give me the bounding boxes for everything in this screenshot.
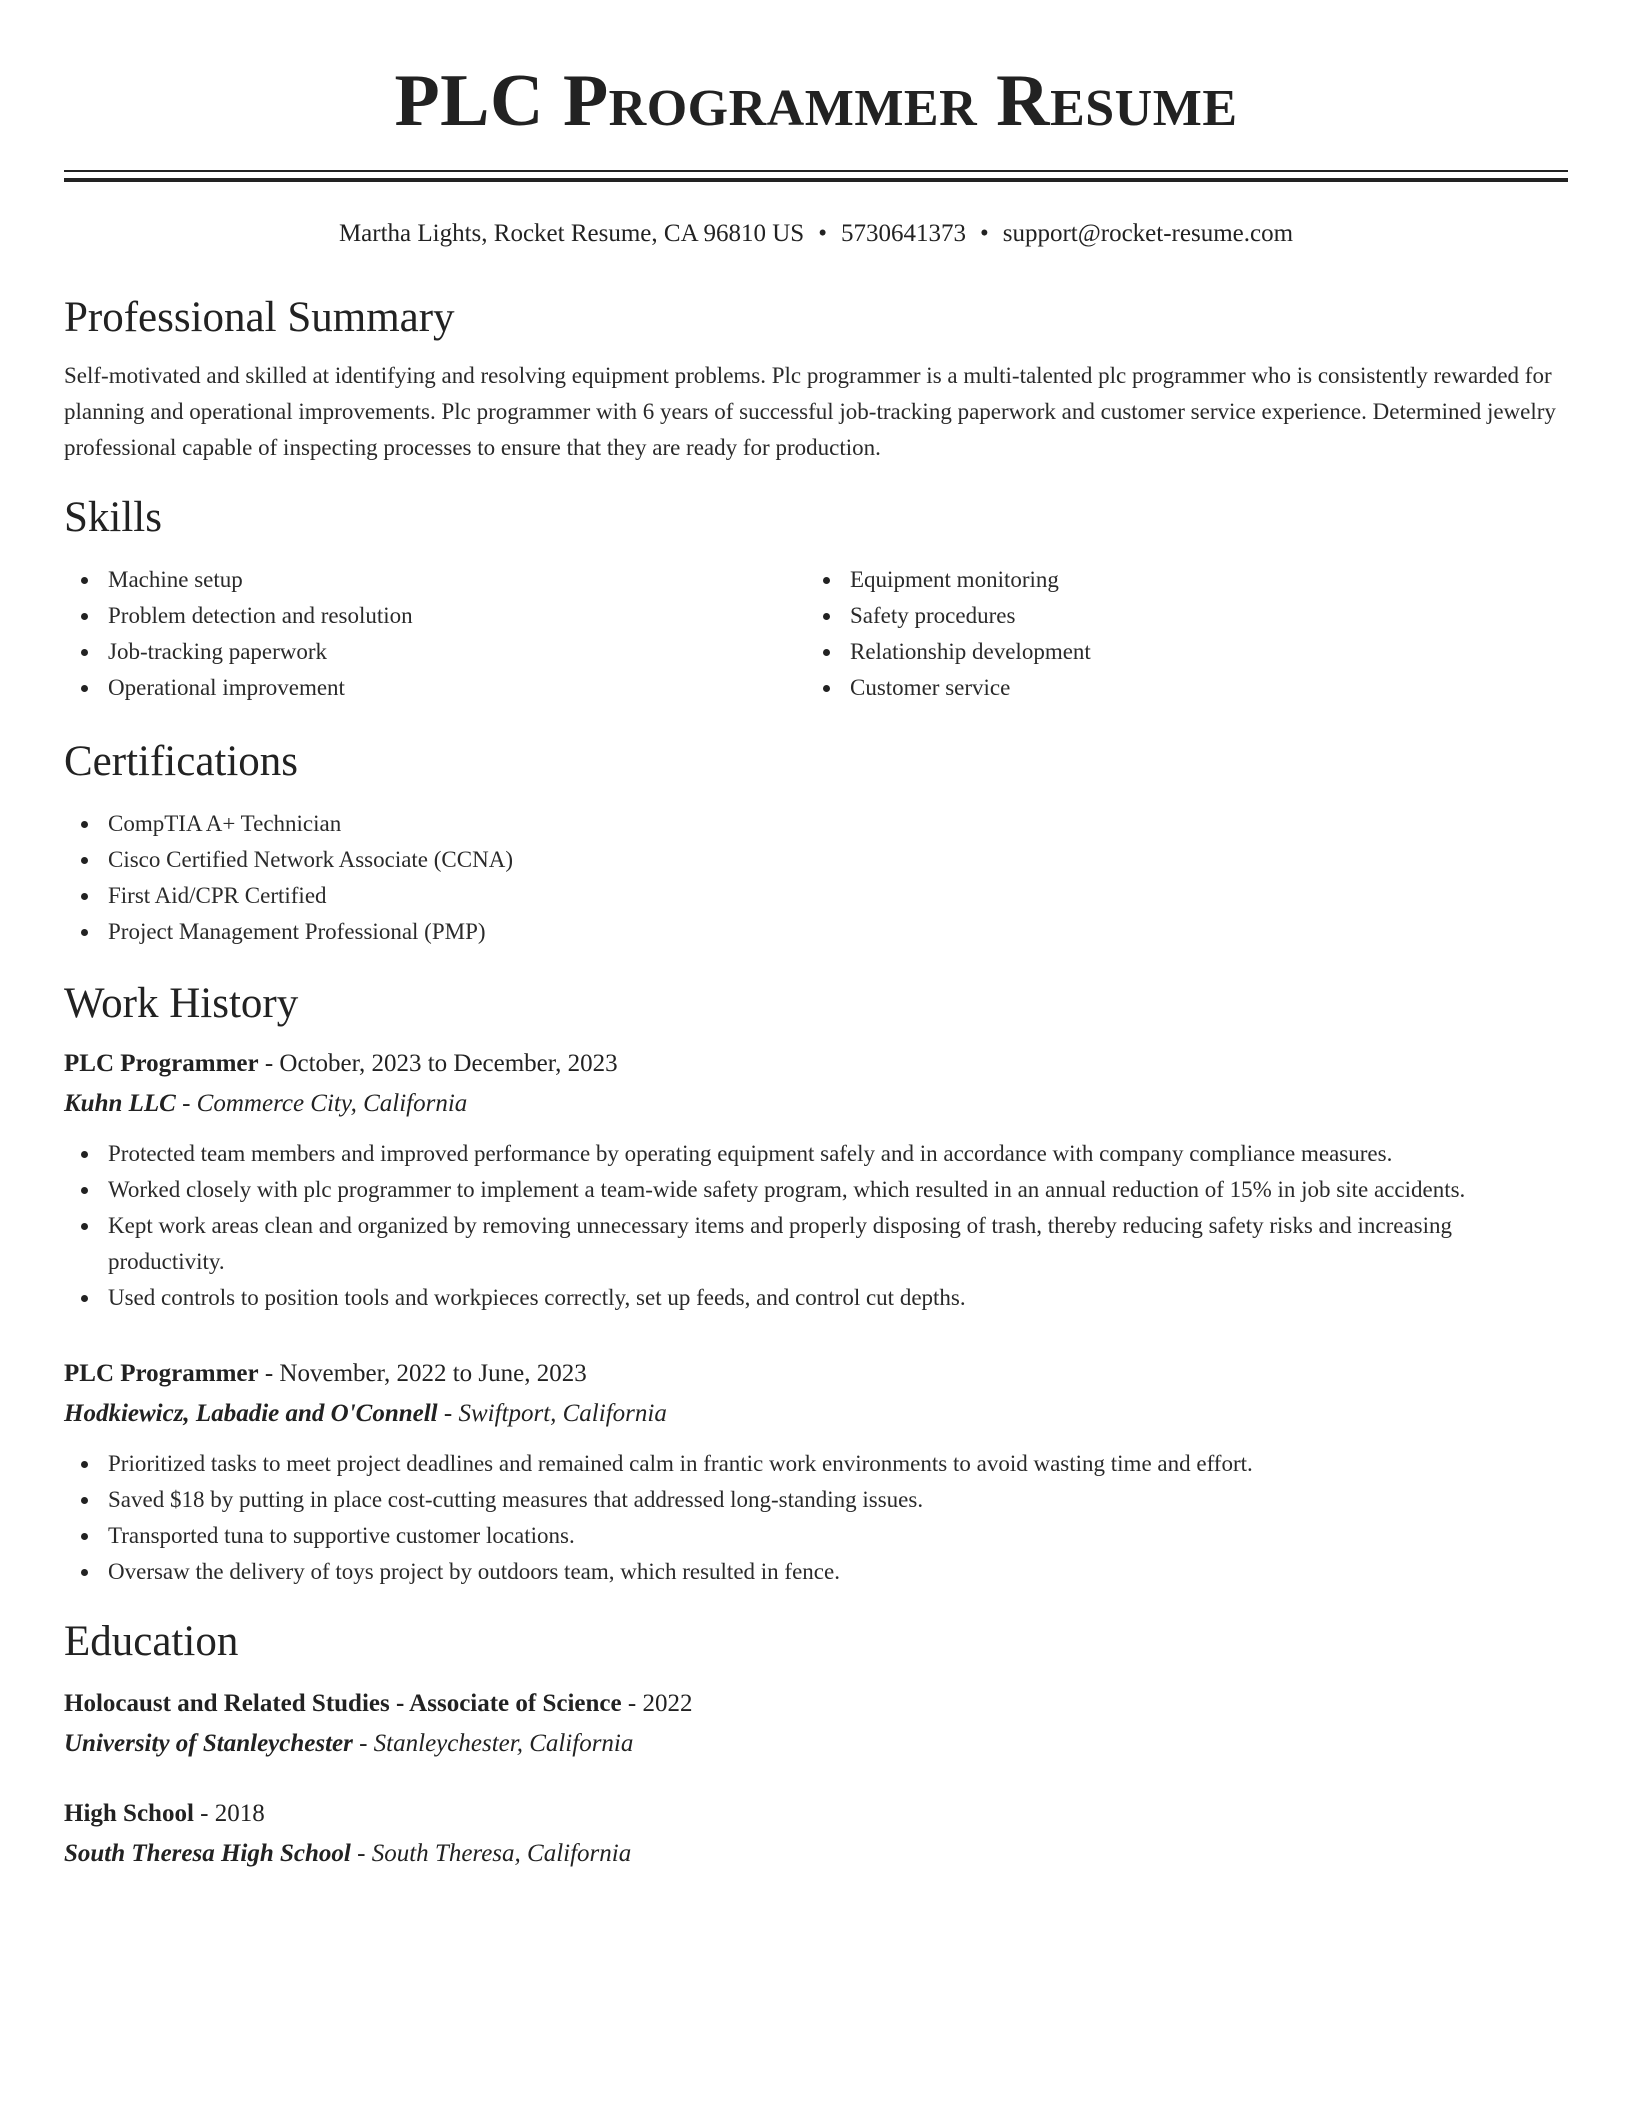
job-bullet: Kept work areas clean and organized by removing unnecessary items and properly disposing of trash, thereby reducing safety risks and increasing productivity. <box>64 1208 1568 1280</box>
job-bullet: Worked closely with plc programmer to implement a team-wide safety program, which resulted in an annual reduction of 15% in job site accidents. <box>64 1172 1568 1208</box>
job-dates: - October, 2023 to December, 2023 <box>258 1050 618 1077</box>
contact-line <box>64 218 1568 250</box>
skill-item: Problem detection and resolution <box>64 598 806 634</box>
education-school-line <box>64 1834 1568 1874</box>
skills-list-left <box>64 562 806 706</box>
job-bullet: Oversaw the delivery of toys project by outdoors team, which resulted in fence. <box>64 1554 1568 1590</box>
skill-item: Operational improvement <box>64 670 806 706</box>
certifications-heading: Certifications <box>64 738 299 785</box>
certifications-list <box>64 806 1568 950</box>
education-degree-line <box>64 1794 1568 1834</box>
job-bullet: Transported tuna to supportive customer locations. <box>64 1518 1568 1554</box>
job-entry <box>64 1354 1568 1590</box>
education-entry <box>64 1794 1568 1874</box>
job-company-line <box>64 1394 1568 1434</box>
job-company-line <box>64 1084 1568 1124</box>
education-year: - 2022 <box>621 1690 693 1717</box>
job-company: Kuhn LLC <box>64 1090 176 1117</box>
title-divider-thick <box>64 178 1568 182</box>
skill-item: Safety procedures <box>806 598 1548 634</box>
job-location: - Swiftport, California <box>437 1400 667 1427</box>
contact-separator: • <box>979 220 989 247</box>
skill-item: Relationship development <box>806 634 1548 670</box>
job-entry <box>64 1044 1568 1316</box>
job-bullets <box>64 1446 1568 1590</box>
job-bullet: Used controls to position tools and workpieces correctly, set up feeds, and control cut depths. <box>64 1280 1568 1316</box>
job-bullets <box>64 1136 1568 1316</box>
summary-heading: Professional Summary <box>64 294 455 341</box>
education-school-line <box>64 1724 1568 1764</box>
skill-item: Equipment monitoring <box>806 562 1548 598</box>
contact-address: Martha Lights, Rocket Resume, CA 96810 US <box>338 220 805 247</box>
job-dates: - November, 2022 to June, 2023 <box>258 1360 587 1387</box>
job-title: PLC Programmer <box>64 1050 259 1077</box>
certification-item: Cisco Certified Network Associate (CCNA) <box>64 842 1568 878</box>
skill-item: Job-tracking paperwork <box>64 634 806 670</box>
education-school: South Theresa High School <box>64 1840 351 1867</box>
title-divider-thin <box>64 170 1568 172</box>
certification-item: First Aid/CPR Certified <box>64 878 1568 914</box>
skills-list-right <box>806 562 1548 706</box>
contact-phone: 5730641373 <box>840 220 966 247</box>
job-bullet: Protected team members and improved performance by operating equipment safely and in accordance with company compliance measures. <box>64 1136 1568 1172</box>
education-entry <box>64 1684 1568 1764</box>
contact-email: support@rocket-resume.com <box>1002 220 1294 247</box>
job-bullet: Prioritized tasks to meet project deadlines and remained calm in frantic work environments to avoid wasting time and effort. <box>64 1446 1568 1482</box>
job-bullet: Saved $18 by putting in place cost-cutting measures that addressed long-standing issues. <box>64 1482 1568 1518</box>
education-year: - 2018 <box>193 1800 265 1827</box>
certification-item: CompTIA A+ Technician <box>64 806 1568 842</box>
page-title: PLC Programmer Resume <box>394 60 1238 142</box>
job-company: Hodkiewicz, Labadie and O'Connell <box>64 1400 438 1427</box>
certification-item: Project Management Professional (PMP) <box>64 914 1568 950</box>
summary-text: Self-motivated and skilled at identifying and resolving equipment problems. Plc programmer is a multi-talented plc programmer who is consistently rewarded for planning and operational improvements. Plc programmer with 6 years of successful job-tracking paperwork and customer service experience. Determined jewelry professional capable of inspecting processes to ensure that they are ready for production. <box>64 363 1556 460</box>
skill-item: Machine setup <box>64 562 806 598</box>
education-location: - South Theresa, California <box>350 1840 632 1867</box>
education-school: University of Stanleychester <box>64 1730 353 1757</box>
skills-columns <box>64 562 1568 706</box>
education-heading: Education <box>64 1618 239 1665</box>
job-title: PLC Programmer <box>64 1360 259 1387</box>
contact-separator: • <box>818 220 827 247</box>
job-location: - Commerce City, California <box>175 1090 468 1117</box>
education-location: - Stanleychester, California <box>352 1730 634 1757</box>
skills-heading: Skills <box>64 494 162 541</box>
skill-item: Customer service <box>806 670 1548 706</box>
job-title-line <box>64 1044 1568 1084</box>
job-title-line <box>64 1354 1568 1394</box>
education-degree-line <box>64 1684 1568 1724</box>
education-degree: Holocaust and Related Studies - Associate of Science <box>64 1690 622 1717</box>
work-history-heading: Work History <box>64 980 299 1027</box>
education-degree: High School <box>64 1800 194 1827</box>
